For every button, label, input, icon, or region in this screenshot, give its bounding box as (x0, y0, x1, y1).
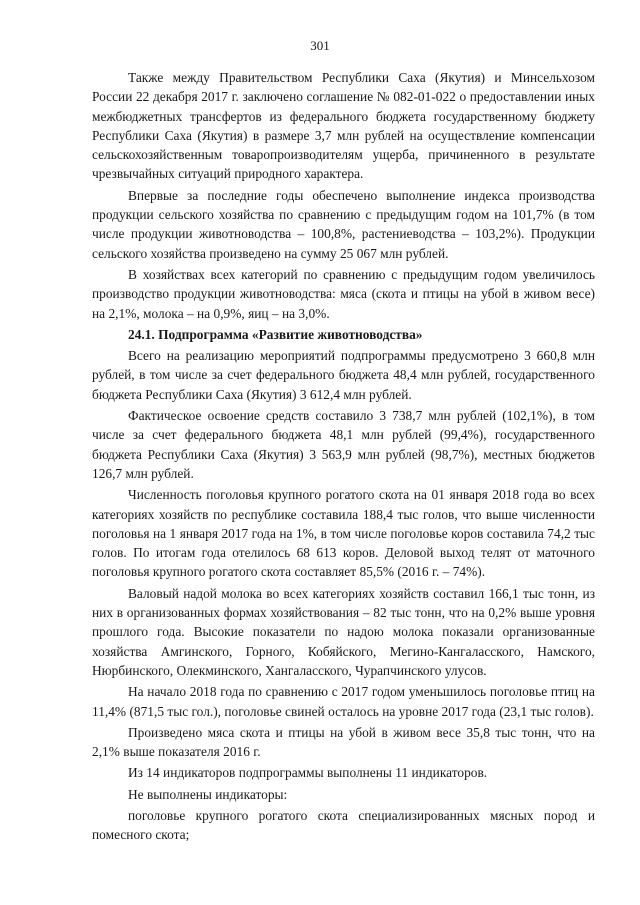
paragraph: Впервые за последние годы обеспечено выполнение индекса производства продукции сельского хозяйства по сравнению с предыдущим годом на 101,7% (в том числе продукции животноводства – 100,8%, растениеводства – 103,2%). Продукции сельского хозяйства произведено на сумму 25 067 млн рублей. (92, 187, 595, 261)
paragraph: В хозяйствах всех категорий по сравнению с предыдущим годом увеличилось производство продукции животноводства: мяса (скота и птицы на убой в живом весе) на 2,1%, молока – на 0,9%, яиц – на 3,0%. (92, 266, 595, 321)
page-number: 301 (310, 38, 330, 53)
section-heading: 24.1. Подпрограмма «Развитие животноводства» (128, 326, 423, 342)
paragraph: поголовье крупного рогатого скота специализированных мясных пород и помесного скота; (92, 807, 595, 843)
paragraph: Также между Правительством Республики Саха (Якутия) и Минсельхозом России 22 декабря 2017 г. заключено соглашение № 082-01-022 о предоставлении иных межбюджетных трансфертов из федерального бюджета государственному бюджету Республики Саха (Якутия) в размере 3,7 млн рублей на осуществление компенсации сельскохозяйственным товаропроизводителям ущерба, причиненного в результате чрезвычайных ситуаций природного характера. (92, 70, 595, 182)
paragraph: Всего на реализацию мероприятий подпрограммы предусмотрено 3 660,8 млн рублей, в том числе за счет федерального бюджета 48,4 млн рублей, государственного бюджета Республики Саха (Якутия) 3 612,4 млн рублей. (92, 348, 595, 402)
paragraph: Валовый надой молока во всех категориях хозяйств составил 166,1 тыс тонн, из них в организованных формах хозяйствования – 82 тыс тонн, что на 0,2% выше уровня прошлого года. Высокие показатели по надою молока показали организованные хозяйства Амгинского, Горного, Кобяйского, Мегино-Кангаласского, Намского, Нюрбинского, Олекминского, Хангаласского, Чурапчинского улусов. (92, 585, 595, 678)
paragraph: Произведено мяса скота и птицы на убой в живом весе 35,8 тыс тонн, что на 2,1% выше показателя 2016 г. (92, 724, 595, 760)
paragraph: Из 14 индикаторов подпрограммы выполнены 11 индикаторов. (128, 765, 488, 781)
document-body (92, 68, 595, 847)
paragraph: На начало 2018 года по сравнению с 2017 годом уменьшилось поголовье птиц на 11,4% (871,5 тыс гол.), поголовье свиней осталось на уровне 2017 года (23,1 тыс голов). (92, 684, 595, 719)
paragraph: Фактическое освоение средств составило 3 738,7 млн рублей (102,1%), в том числе за счет федерального бюджета 48,1 млн рублей (99,4%), государственного бюджета Республики Саха (Якутия) 3 563,9 млн рублей (98,7%), местных бюджетов 126,7 млн рублей. (92, 408, 595, 481)
paragraph: Не выполнены индикаторы: (128, 786, 288, 802)
paragraph: Численность поголовья крупного рогатого скота на 01 января 2018 года во всех категориях хозяйств по республике составила 188,4 тыс голов, что выше численности поголовья на 1 января 2017 года на 1%, в том числе поголовье коров составила 74,2 тыс голов. По итогам года отелилось 68 613 коров. Деловой выход телят от маточного поголовья крупного рогатого скота составляет 85,5% (2016 г. – 74%). (92, 487, 595, 580)
